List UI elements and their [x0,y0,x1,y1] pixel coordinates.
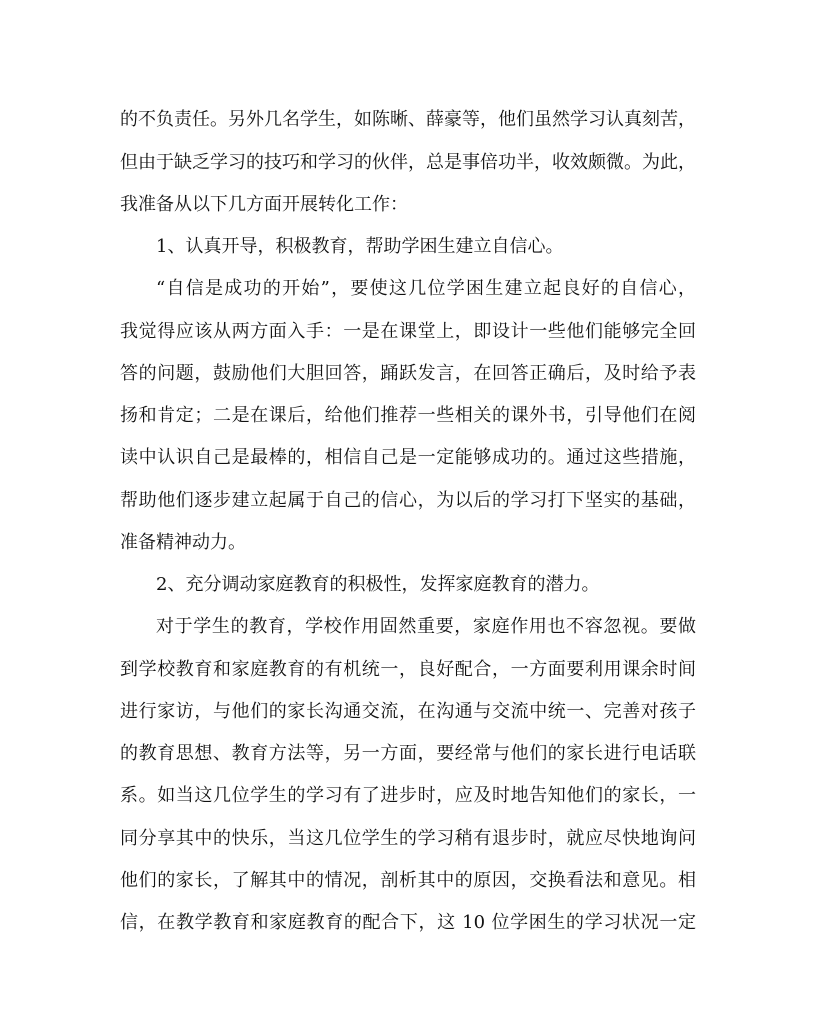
text-line: 我准备从以下几方面开展转化工作： [120,194,408,215]
text-line: 帮助他们逐步建立起属于自己的信心，为以后的学习打下坚实的基础， [120,490,696,511]
text-line: 对于学生的教育，学校作用固然重要，家庭作用也不容忽视。要做 [156,616,696,637]
text-line: 系。如当这几位学生的学习有了进步时，应及时地告知他们的家长，一 [120,785,696,806]
text-line: 扬和肯定；二是在课后，给他们推荐一些相关的课外书，引导他们在阅 [120,405,696,426]
text-line: 他们的家长，了解其中的情况，剖析其中的原因，交换看法和意见。相 [120,870,696,891]
text-line: 同分享其中的快乐，当这几位学生的学习稍有退步时，就应尽快地询问 [120,828,696,849]
text-line: 但由于缺乏学习的技巧和学习的伙伴，总是事倍功半，收效颇微。为此， [120,152,696,173]
text-line: 我觉得应该从两方面入手：一是在课堂上，即设计一些他们能够完全回 [120,321,696,342]
text-line: 的教育思想、教育方法等，另一方面，要经常与他们的家长进行电话联 [120,743,696,764]
text-line: 准备精神动力。 [120,532,246,553]
text-line: 的不负责任。另外几名学生，如陈晰、薛豪等，他们虽然学习认真刻苦， [120,109,696,130]
text-line: 进行家访，与他们的家长沟通交流，在沟通与交流中统一、完善对孩子 [120,701,696,722]
text-line: 信，在教学教育和家庭教育的配合下，这 10 位学困生的学习状况一定 [120,912,696,933]
section-heading-2: 2、充分调动家庭教育的积极性，发挥家庭教育的潜力。 [156,574,600,595]
text-line: 到学校教育和家庭教育的有机统一，良好配合，一方面要利用课余时间 [120,659,696,680]
text-line: 答的问题，鼓励他们大胆回答，踊跃发言，在回答正确后，及时给予表 [120,363,696,384]
text-line: “自信是成功的开始”，要使这几位学困生建立起良好的自信心， [156,278,696,299]
text-line: 读中认识自己是最棒的，相信自己是一定能够成功的。通过这些措施， [120,447,696,468]
section-heading-1: 1、认真开导，积极教育，帮助学困生建立自信心。 [156,236,564,257]
